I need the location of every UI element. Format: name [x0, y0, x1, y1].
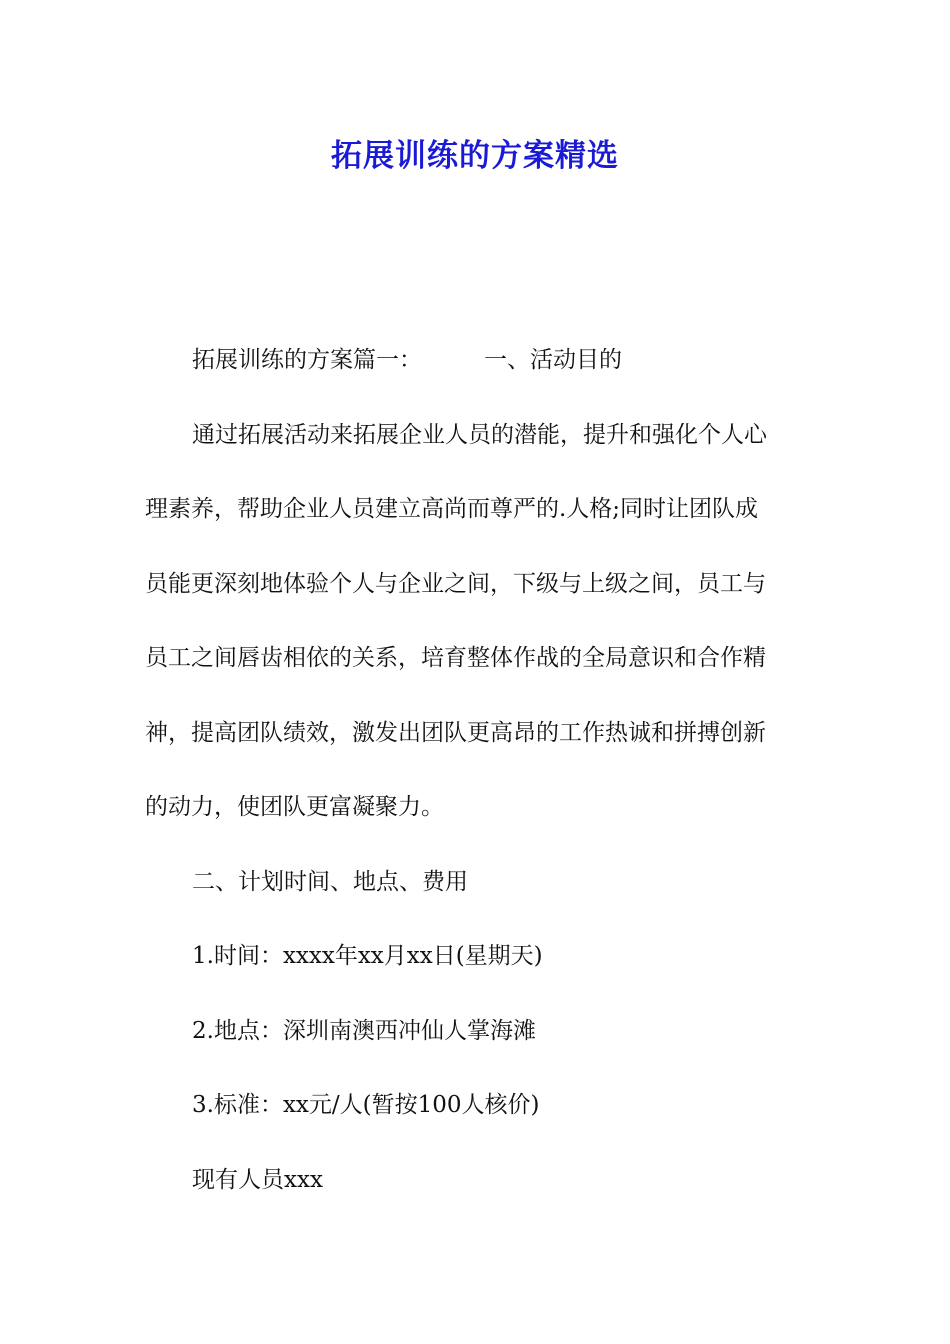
- document-title: 拓展训练的方案精选: [331, 138, 619, 174]
- item-place: 2.地点：深圳南澳西冲仙人掌海滩: [192, 1017, 536, 1044]
- paragraph-line-6: 的动力，使团队更富凝聚力。: [145, 794, 444, 820]
- paragraph-line-1: 通过拓展活动来拓展企业人员的潜能，提升和强化个人心: [192, 421, 767, 448]
- paragraph-line-5: 神，提高团队绩效，激发出团队更高昂的工作热诚和拼搏创新: [145, 719, 766, 746]
- paragraph-line-4: 员工之间唇齿相依的关系，培育整体作战的全局意识和合作精: [145, 645, 766, 671]
- section-1-heading-line: [145, 336, 810, 411]
- paragraph-line-2: 理素养，帮助企业人员建立高尚而尊严的.人格;同时让团队成: [145, 496, 759, 522]
- document-body: [145, 336, 810, 1230]
- item-staff: 现有人员xxx: [192, 1166, 323, 1193]
- section-2-heading: 二、计划时间、地点、费用: [192, 868, 468, 895]
- paragraph-line-3: 员能更深刻地体验个人与企业之间，下级与上级之间，员工与: [145, 570, 766, 597]
- section-1-heading-right: 一、活动目的: [484, 347, 622, 373]
- section-1-heading-left: 拓展训练的方案篇一：: [192, 347, 422, 373]
- item-standard: 3.标准：xx元/人(暂按100人核价): [192, 1092, 540, 1118]
- item-time: 1.时间：xxxx年xx月xx日(星期天): [192, 943, 543, 969]
